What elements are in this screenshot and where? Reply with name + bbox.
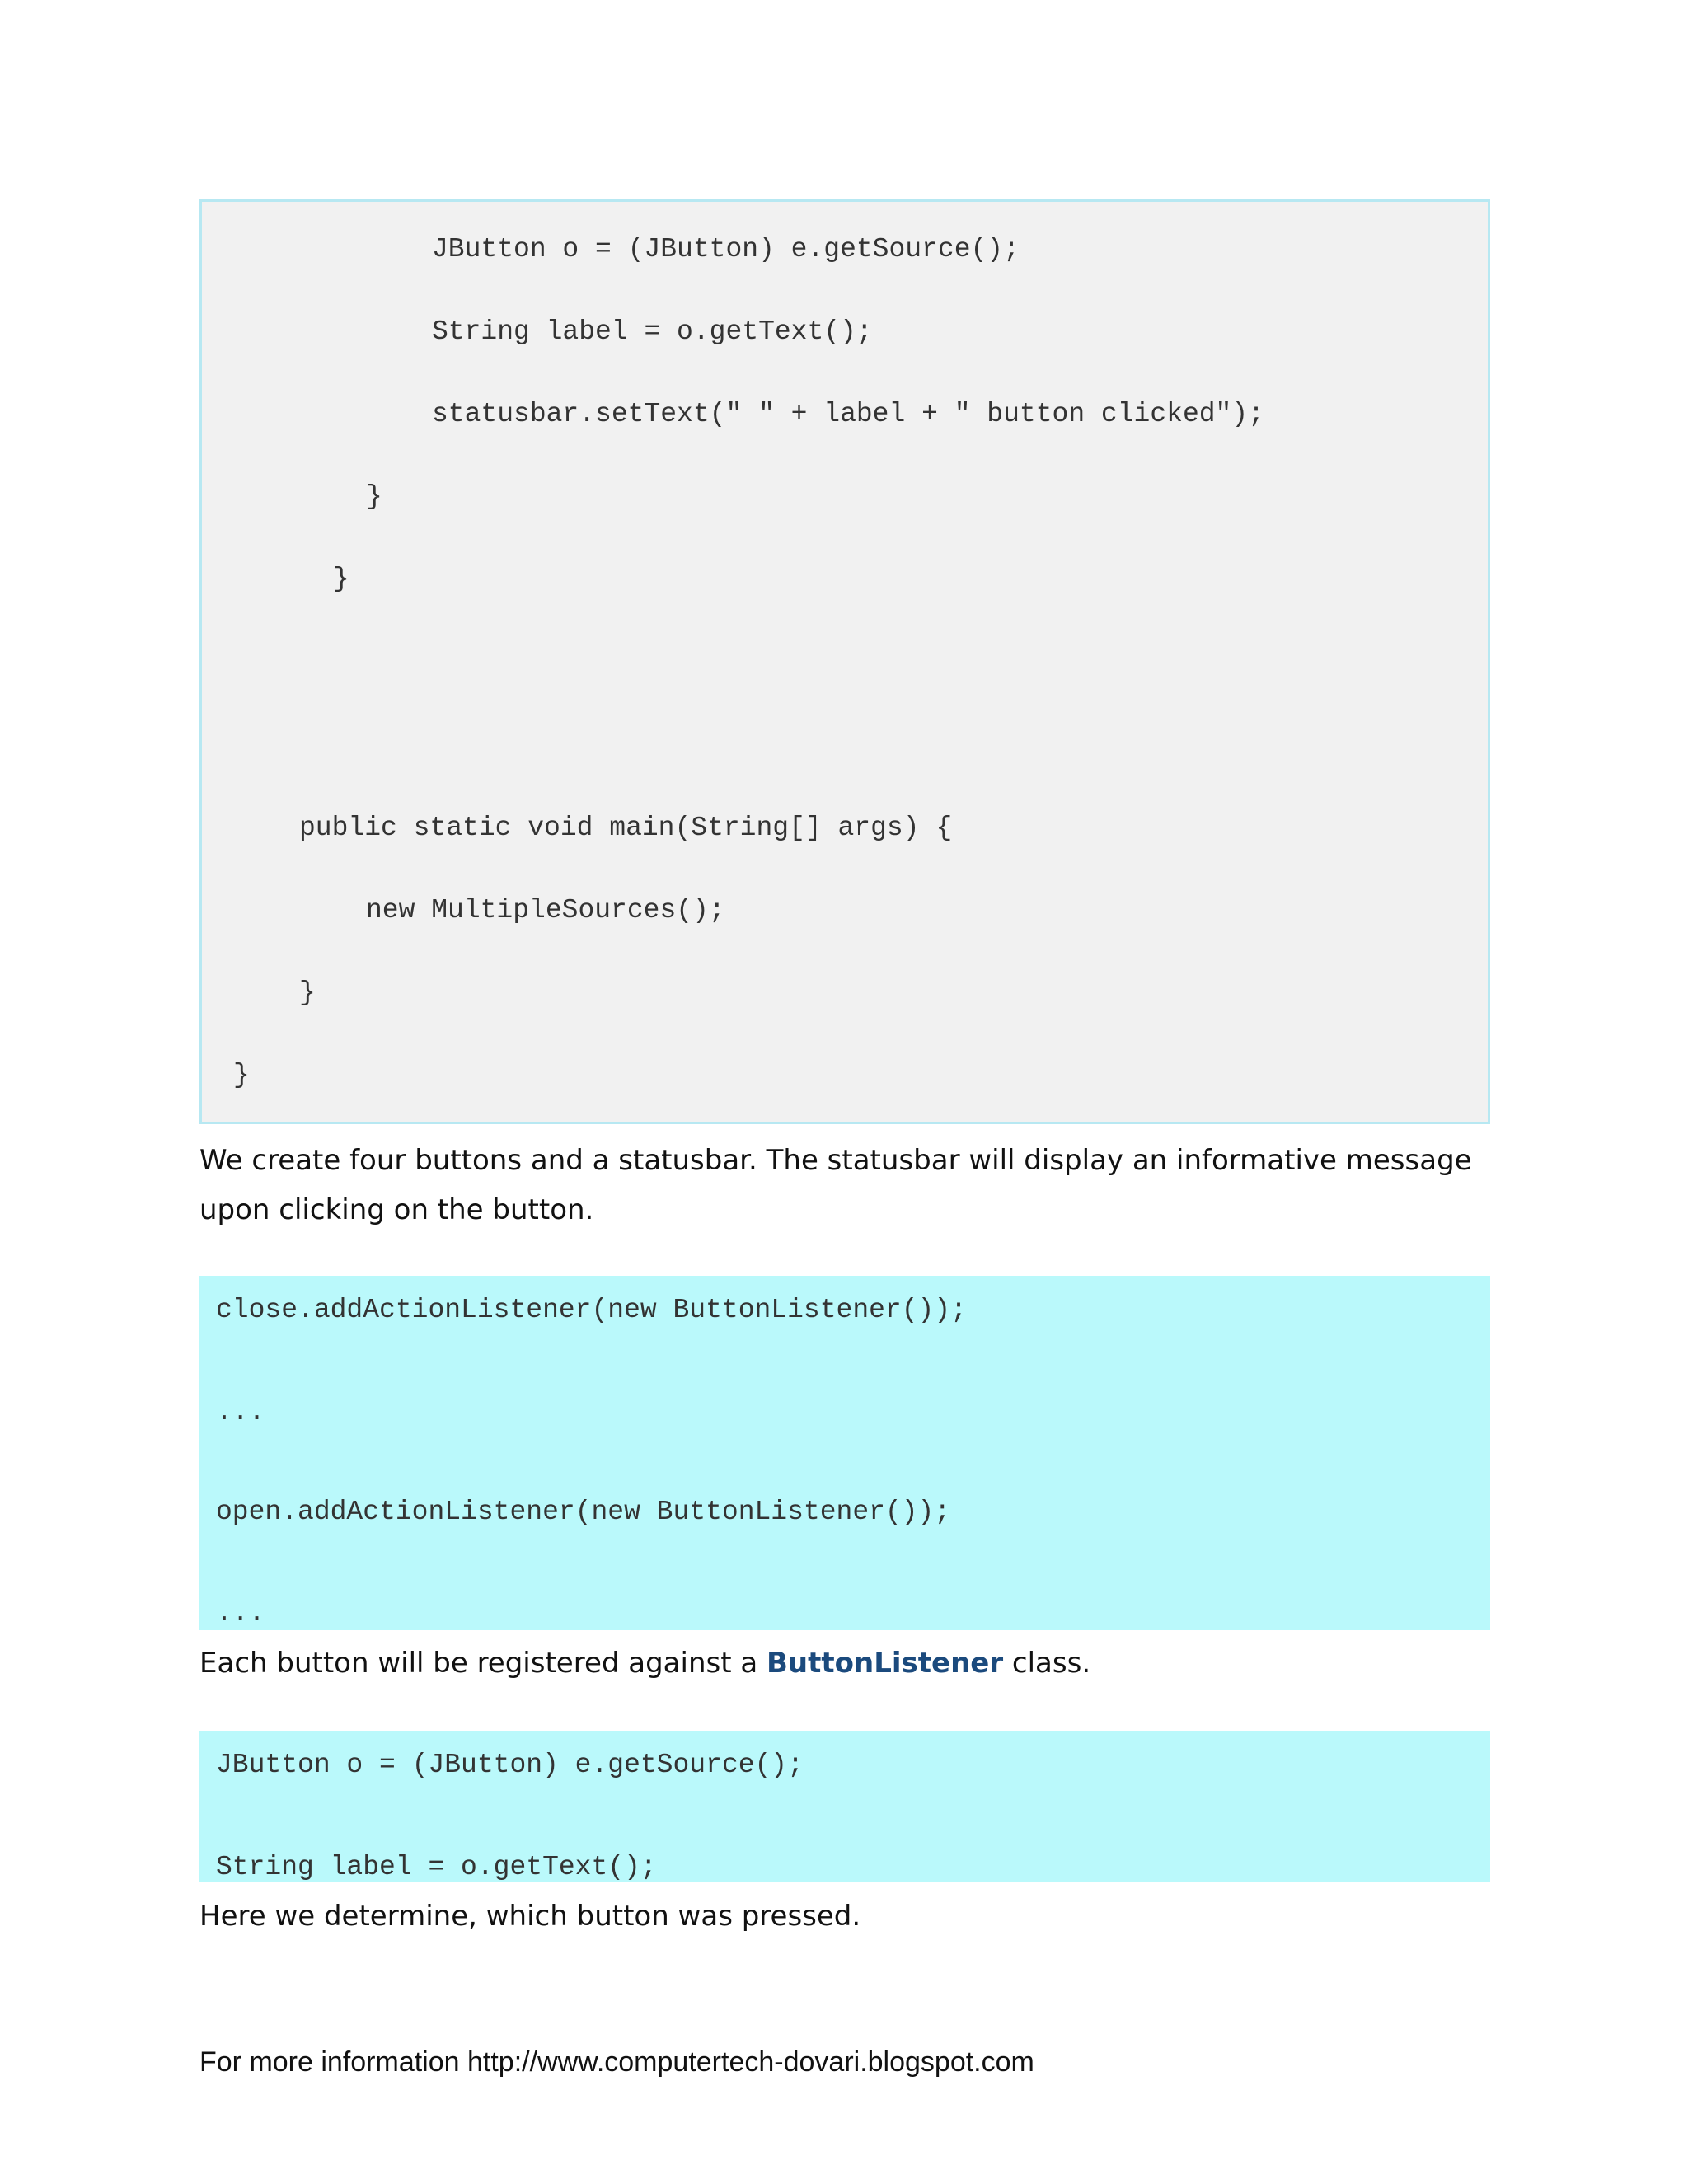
paragraph-line: upon clicking on the button.: [199, 1193, 594, 1226]
code-line: JButton o = (JButton) e.getSource();: [432, 234, 1020, 265]
code-block-get-source: [199, 1731, 1490, 1882]
code-line: JButton o = (JButton) e.getSource();: [216, 1750, 804, 1780]
paragraph-text: Each button will be registered against a: [199, 1647, 767, 1680]
code-line: open.addActionListener(new ButtonListener());: [216, 1497, 951, 1527]
code-block-main: [199, 199, 1490, 1124]
footer-info: For more information http://www.computertech-dovari.blogspot.com: [199, 2046, 1034, 2078]
code-line: String label = o.getText();: [432, 316, 873, 347]
paragraph-determine: Here we determine, which button was pressed.: [199, 1900, 861, 1933]
code-line: }: [233, 1060, 250, 1090]
code-line: }: [333, 564, 349, 594]
code-line: String label = o.getText();: [216, 1852, 657, 1882]
code-line: }: [366, 481, 382, 512]
code-line: ...: [216, 1397, 265, 1427]
paragraph-text: class.: [1003, 1647, 1091, 1680]
code-line: }: [299, 977, 316, 1008]
code-line: public static void main(String[] args) {: [299, 813, 953, 843]
code-line: statusbar.setText(" " + label + " button clicked");: [432, 399, 1264, 429]
code-block-listeners: [199, 1276, 1490, 1630]
code-line: close.addActionListener(new ButtonListener());: [216, 1295, 967, 1325]
paragraph-registration: [199, 1638, 1493, 1688]
paragraph-description: [199, 1136, 1493, 1235]
paragraph-line: We create four buttons and a statusbar. The statusbar will display an informative message: [199, 1144, 1472, 1177]
code-line: new MultipleSources();: [366, 895, 725, 926]
class-reference: ButtonListener: [767, 1647, 1004, 1680]
code-line: ...: [216, 1598, 265, 1629]
